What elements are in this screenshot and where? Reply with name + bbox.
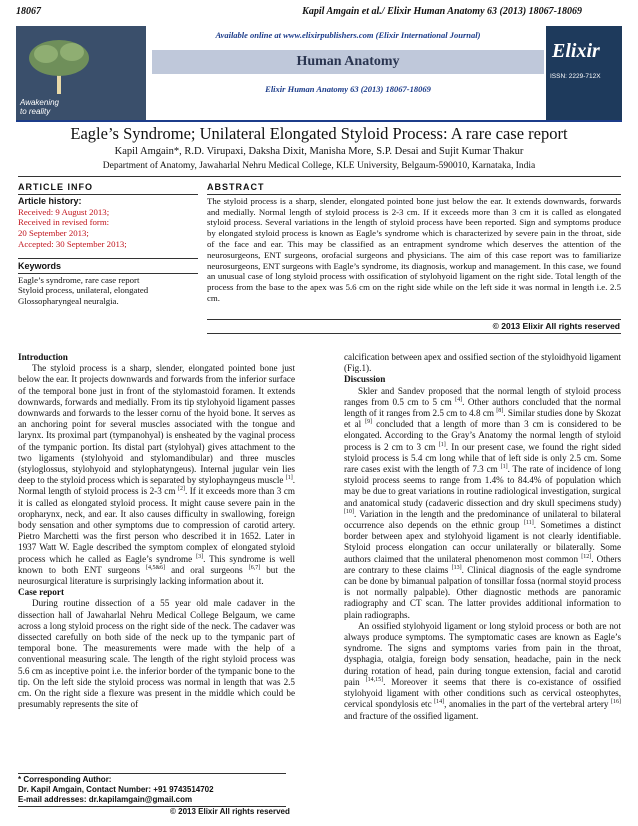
article-info — [18, 182, 198, 307]
article-title: Eagle’s Syndrome; Unilateral Elongated Styloid Process: A rare case report — [70, 124, 568, 143]
issn: ISSN: 2229-712X — [550, 73, 601, 80]
paragraph: Skler and Sandev proposed that the normal length of styloid process ranges from 0.5 cm to 5 cm [4]. Other authors concluded that the normal length of it ranges from 2.5 cm to 4.8 cm [8]. Similar studies done by Skozat et al [9] concluded that a length of more than 3 cm is considered to be elongated. According to the Gray’s Anatomy the normal length of styloid process is 2 cm to 3 cm [1]. In our present case, we found the right sided styloid process is 5.4 cm long while that of left side is only 2.5 cm. Some rare cases exist with the length of 7.3 cm [1]. The rate of incidence of long styloid process seems to range from 1.4% to 84.4% of population which may be due to great variations in routine radiological investigation, surgical and anatomical study (cadaveric dissection and dry skull specimens study) [10]. Variation in the length and the predominance of unilateral to bilateral occurrence also depends on the ethnic group [11]. Sometimes a distinct border between apex and stylohyoid ligament is not clearly identifiable. Styloid process elongation can occur unilaterally or bilaterally. Some authors claimed that the unilateral phenomenon most common [12]. Others are contrary to these claims [13]. Clinical diagnosis of the eagle syndrome can be done by bimanual palpation of tonsillar fossa (normal stoyid process is not normally palpable). Other diagnostic methods are panoramic radiography and CT scan. The latter provides additional information to plain radiographs. — [344, 385, 622, 620]
abstract — [207, 182, 621, 304]
paragraph: calcification between apex and ossified section of the styloidhyoid ligament (Fig.1). — [344, 352, 621, 374]
journal-banner — [16, 26, 622, 120]
paragraph: An ossified stylohyoid ligament or long styloid process or both are not always produce symptoms. The symptomatic cases are known as Eagle’s syndrome. The signs and symptoms varies from pain in the throat, dysphagia, otalgia, foreign body sensation, headache, pain in the neck during rotation of head, pain during tongue extension, facial and carotid pain [14,15]. Moreover it seems that there is co-existance of ossified stylohyoid ligament with other conditions such as cervical osteophytes, cervical spondylosis etc [14], anomalies in the part of the vertebral artery [16] and fracture of the ossified ligament. — [344, 620, 622, 721]
journal-title: Human Anatomy — [152, 50, 544, 74]
history-item: Accepted: 30 September 2013; — [18, 238, 127, 249]
section-heading: Discussion — [344, 374, 386, 385]
affiliation: Department of Anatomy, Jawaharlal Nehru Medical College, KLE University, Belgaum-590010, Karnataka, India — [102, 161, 536, 171]
author-list: Kapil Amgain*, R.D. Virupaxi, Daksha Dixit, Manisha More, S.P. Desai and Sujit Kumar Thakur — [114, 146, 524, 157]
email-line: E-mail addresses: dr.kapilamgain@gmail.com — [18, 795, 193, 804]
history-heading: Article history: — [18, 195, 82, 206]
publisher-logo — [16, 26, 146, 120]
right-column — [344, 352, 621, 722]
keywords-heading: Keywords — [18, 260, 62, 271]
section-heading: Introduction — [18, 352, 68, 362]
divider — [207, 333, 621, 334]
journal-citation: Elixir Human Anatomy 63 (2013) 18067-18069 — [265, 84, 431, 94]
abstract-copyright: © 2013 Elixir All rights reserved — [492, 321, 620, 331]
availability-line: Available online at www.elixirpublishers.com (Elixir International Journal) — [215, 30, 481, 40]
elixir-logo: Elixir ISSN: 2229-712X — [546, 26, 622, 120]
publisher-motto: Awakening to reality — [20, 98, 59, 116]
section-heading: Case report — [18, 587, 65, 598]
running-title: Kapil Amgain et al./ Elixir Human Anatomy 63 (2013) 18067-18069 — [302, 6, 582, 17]
article-info-heading: ARTICLE INFO — [18, 182, 93, 192]
history-item: 20 September 2013; — [18, 228, 89, 239]
banner-divider — [16, 120, 622, 122]
left-column — [18, 352, 295, 711]
divider — [18, 176, 621, 177]
abstract-text: The styloid process is a sharp, slender, elongated pointed bone just below the ear. It extends downwards, forwards and medially. Normal length of styloid process is 2-3 cm. If it exceeds more than 3 cm it is called as elongated styloid process. Several variations in the length of styloid process have been reported. Sign and symptoms produce by elongated styloid process is known as Eagle’s syndrome which is characterized by severe pain in the throat, side of the face and ear. This may be classified as an entrapment syndrome which deserves the attention of the neurosurgeons, ENT surgeons, orofacial surgeons and physicians. The aim of this case report was to familiarize neurosurgeons, ENT surgeons with Eagle’s syndrome, its diagnosis, workup and management. In this case, we found an unusual case of long styloid process with ossification of stylohyoid ligament on the right side. Total length of the process from the base to the apex was 5.6 cm on the right side while on the left side it was normal in length i.e. 2.5 cm. — [207, 195, 621, 303]
keyword-line: Glossopharyngeal neuralgia. — [18, 296, 119, 307]
footer-copyright: © 2013 Elixir All rights reserved — [170, 807, 290, 816]
tree-icon — [24, 36, 94, 96]
footnote-divider — [18, 773, 286, 774]
abstract-heading: ABSTRACT — [207, 182, 265, 192]
keyword-line: Styloid process, unilateral, elongated — [18, 285, 149, 296]
page-number: 18067 — [16, 6, 41, 17]
paragraph: The styloid process is a sharp, slender, elongated pointed bone just below the ear. It projects downwards and forwards from the inferior surface of the temporal bone just in front of the stylomastoid foramen. It extends downwards, forwards and medially. From its tip stylohyoid ligament passes downwards and forwards to the lesser cornu of the hyoid bone. It serves as an anchoring point for several muscles associated with the tongue and larynx. Its proximal part (tympanohyal) is ensheated by the vaginal process of the tympanic portion. Its distal part (stylohyal) gives attachment to the two ligaments (stylohyoid and stylomandibular) and three muscles (styloglossus, stylohyoid and stylophatyngeus). Internal jugular vein lies deep to the styloid process which is separated by stylophayngeus muscle [1]. Normal length of styloid process is 2-3 cm [2]. If it exceeds more than 3 cm it is called as elongated styloid process. It might cause severe pain in the oropharynx, neck, and ear. It also causes difficulty in swallowing, foreign body sensation and other symptoms due to compression of carotid artery. Pietro Marchetti was the first person who described it in 1652. Later in 1937 Watt W. Eagle described the symptom complex of elongated styloid process which he called as Eagle’s syndrome [3]. This syndrome is well known to both ENT surgeons [4,5&6] and oral surgeons [6,7] but the neurosurgical literature is surprisingly lacking information about it. — [18, 363, 296, 587]
keyword-line: Eagle’s syndrome, rare case report — [18, 274, 140, 285]
history-item: Received: 9 August 2013; — [18, 206, 110, 217]
corresponding-author: * Corresponding Author: Dr. Kapil Amgain, Contact Number: +91 9743514702 E-mail addresses: dr.kapilamgain@gmail.com — [18, 775, 308, 805]
divider — [207, 319, 621, 320]
history-item: Received in revised form: — [18, 217, 110, 228]
paragraph: During routine dissection of a 55 year old male cadaver in the dissection hall of Jawaharlal Nehru Medical College Belgaum, we came across a long styloid process on the right side of the neck. The cadaver was dissected carefully on both side of the neck up to the tympanic part of temporal bone. The measurements were made with the help of a conventional measuring scale. The length of the right styloid process was 5.6 cm as inceptive point i.e. the inferior border of the tympanic bone to the tip. On the left side the styloid process was normal in length that was 2.5 cm. On the right side a flexure was present in the middle which could be presumably represents the site of — [18, 598, 295, 710]
running-head — [16, 6, 622, 17]
